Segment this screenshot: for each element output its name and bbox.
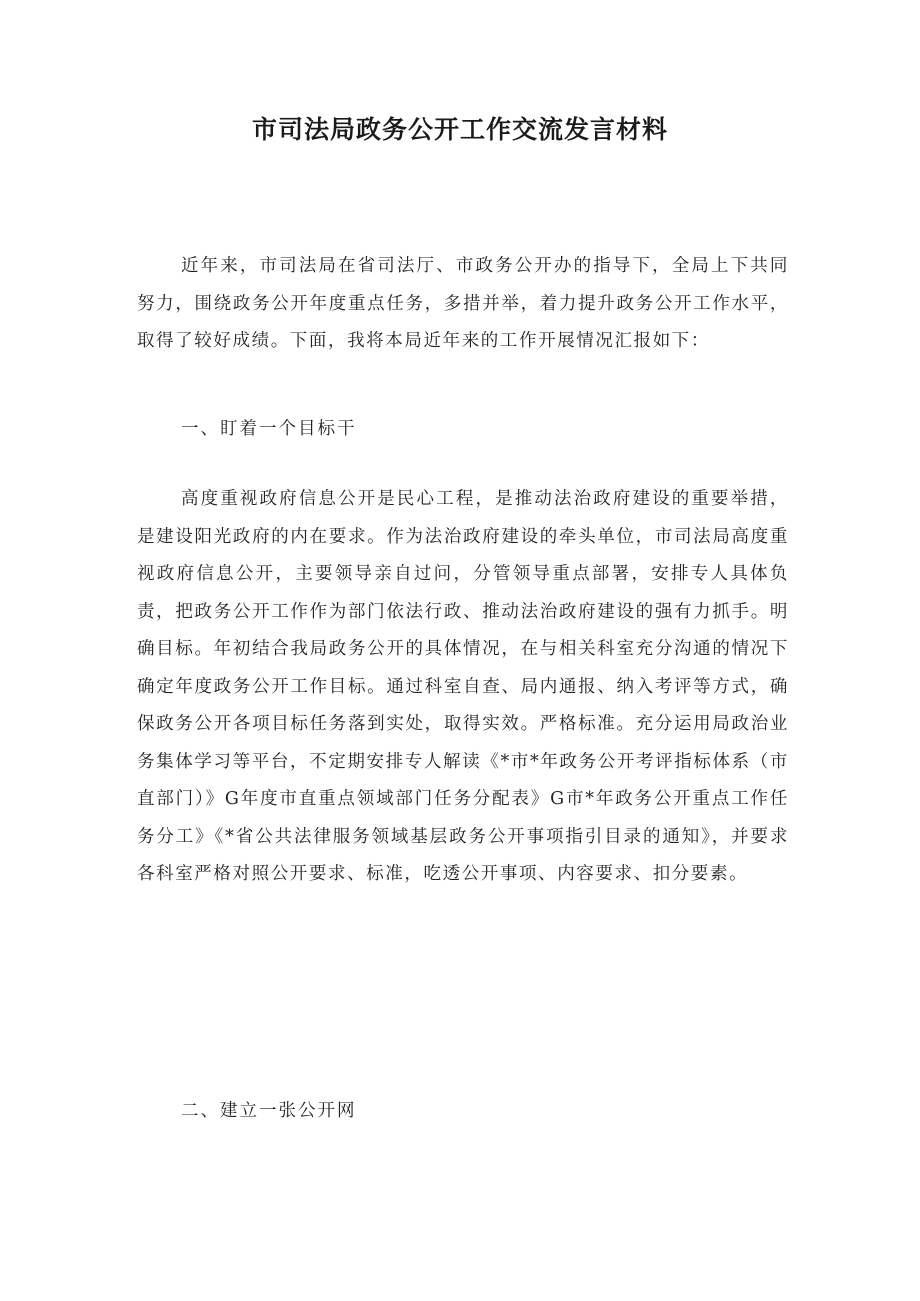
section-heading-2: 二、建立一张公开网 [181,1101,357,1121]
document-title: 市司法局政务公开工作交流发言材料 [251,115,668,144]
section-body-1: 高度重视政府信息公开是民心工程，是推动法治政府建设的重要举措，是建设阳光政府的内在要求。作为法治政府建设的牵头单位，市司法局高度重视政府信息公开，主要领导亲自过问，分管领导重点部署，安排专人具体负责，把政务公开工作作为部门依法行政、推动法治政府建设的强有力抓手。明确目标。年初结合我局政务公开的具体情况，在与相关科室充分沟通的情况下确定年度政务公开工作目标。通过科室自查、局内通报、纳入考评等方式，确保政务公开各项目标任务落到实处，取得实效。严格标准。充分运用局政治业务集体学习等平台，不定期安排专人解读《*市*年政务公开考评指标体系（市直部门）》G年度市直重点领域部门任务分配表》G市*年政务公开重点工作任务分工》《*省公共法律服务领域基层政务公开事项指引目录的通知》，并要求各科室严格对照公开要求、标准，吃透公开事项、内容要求、扣分要素。 [137,489,789,884]
section-heading-1: 一、盯着一个目标干 [181,419,357,439]
intro-paragraph: 近年来，市司法局在省司法厅、市政务公开办的指导下，全局上下共同努力，围绕政务公开年度重点任务，多措并举，着力提升政务公开工作水平，取得了较好成绩。下面，我将本局近年来的工作开展情况汇报如下： [137,256,789,351]
